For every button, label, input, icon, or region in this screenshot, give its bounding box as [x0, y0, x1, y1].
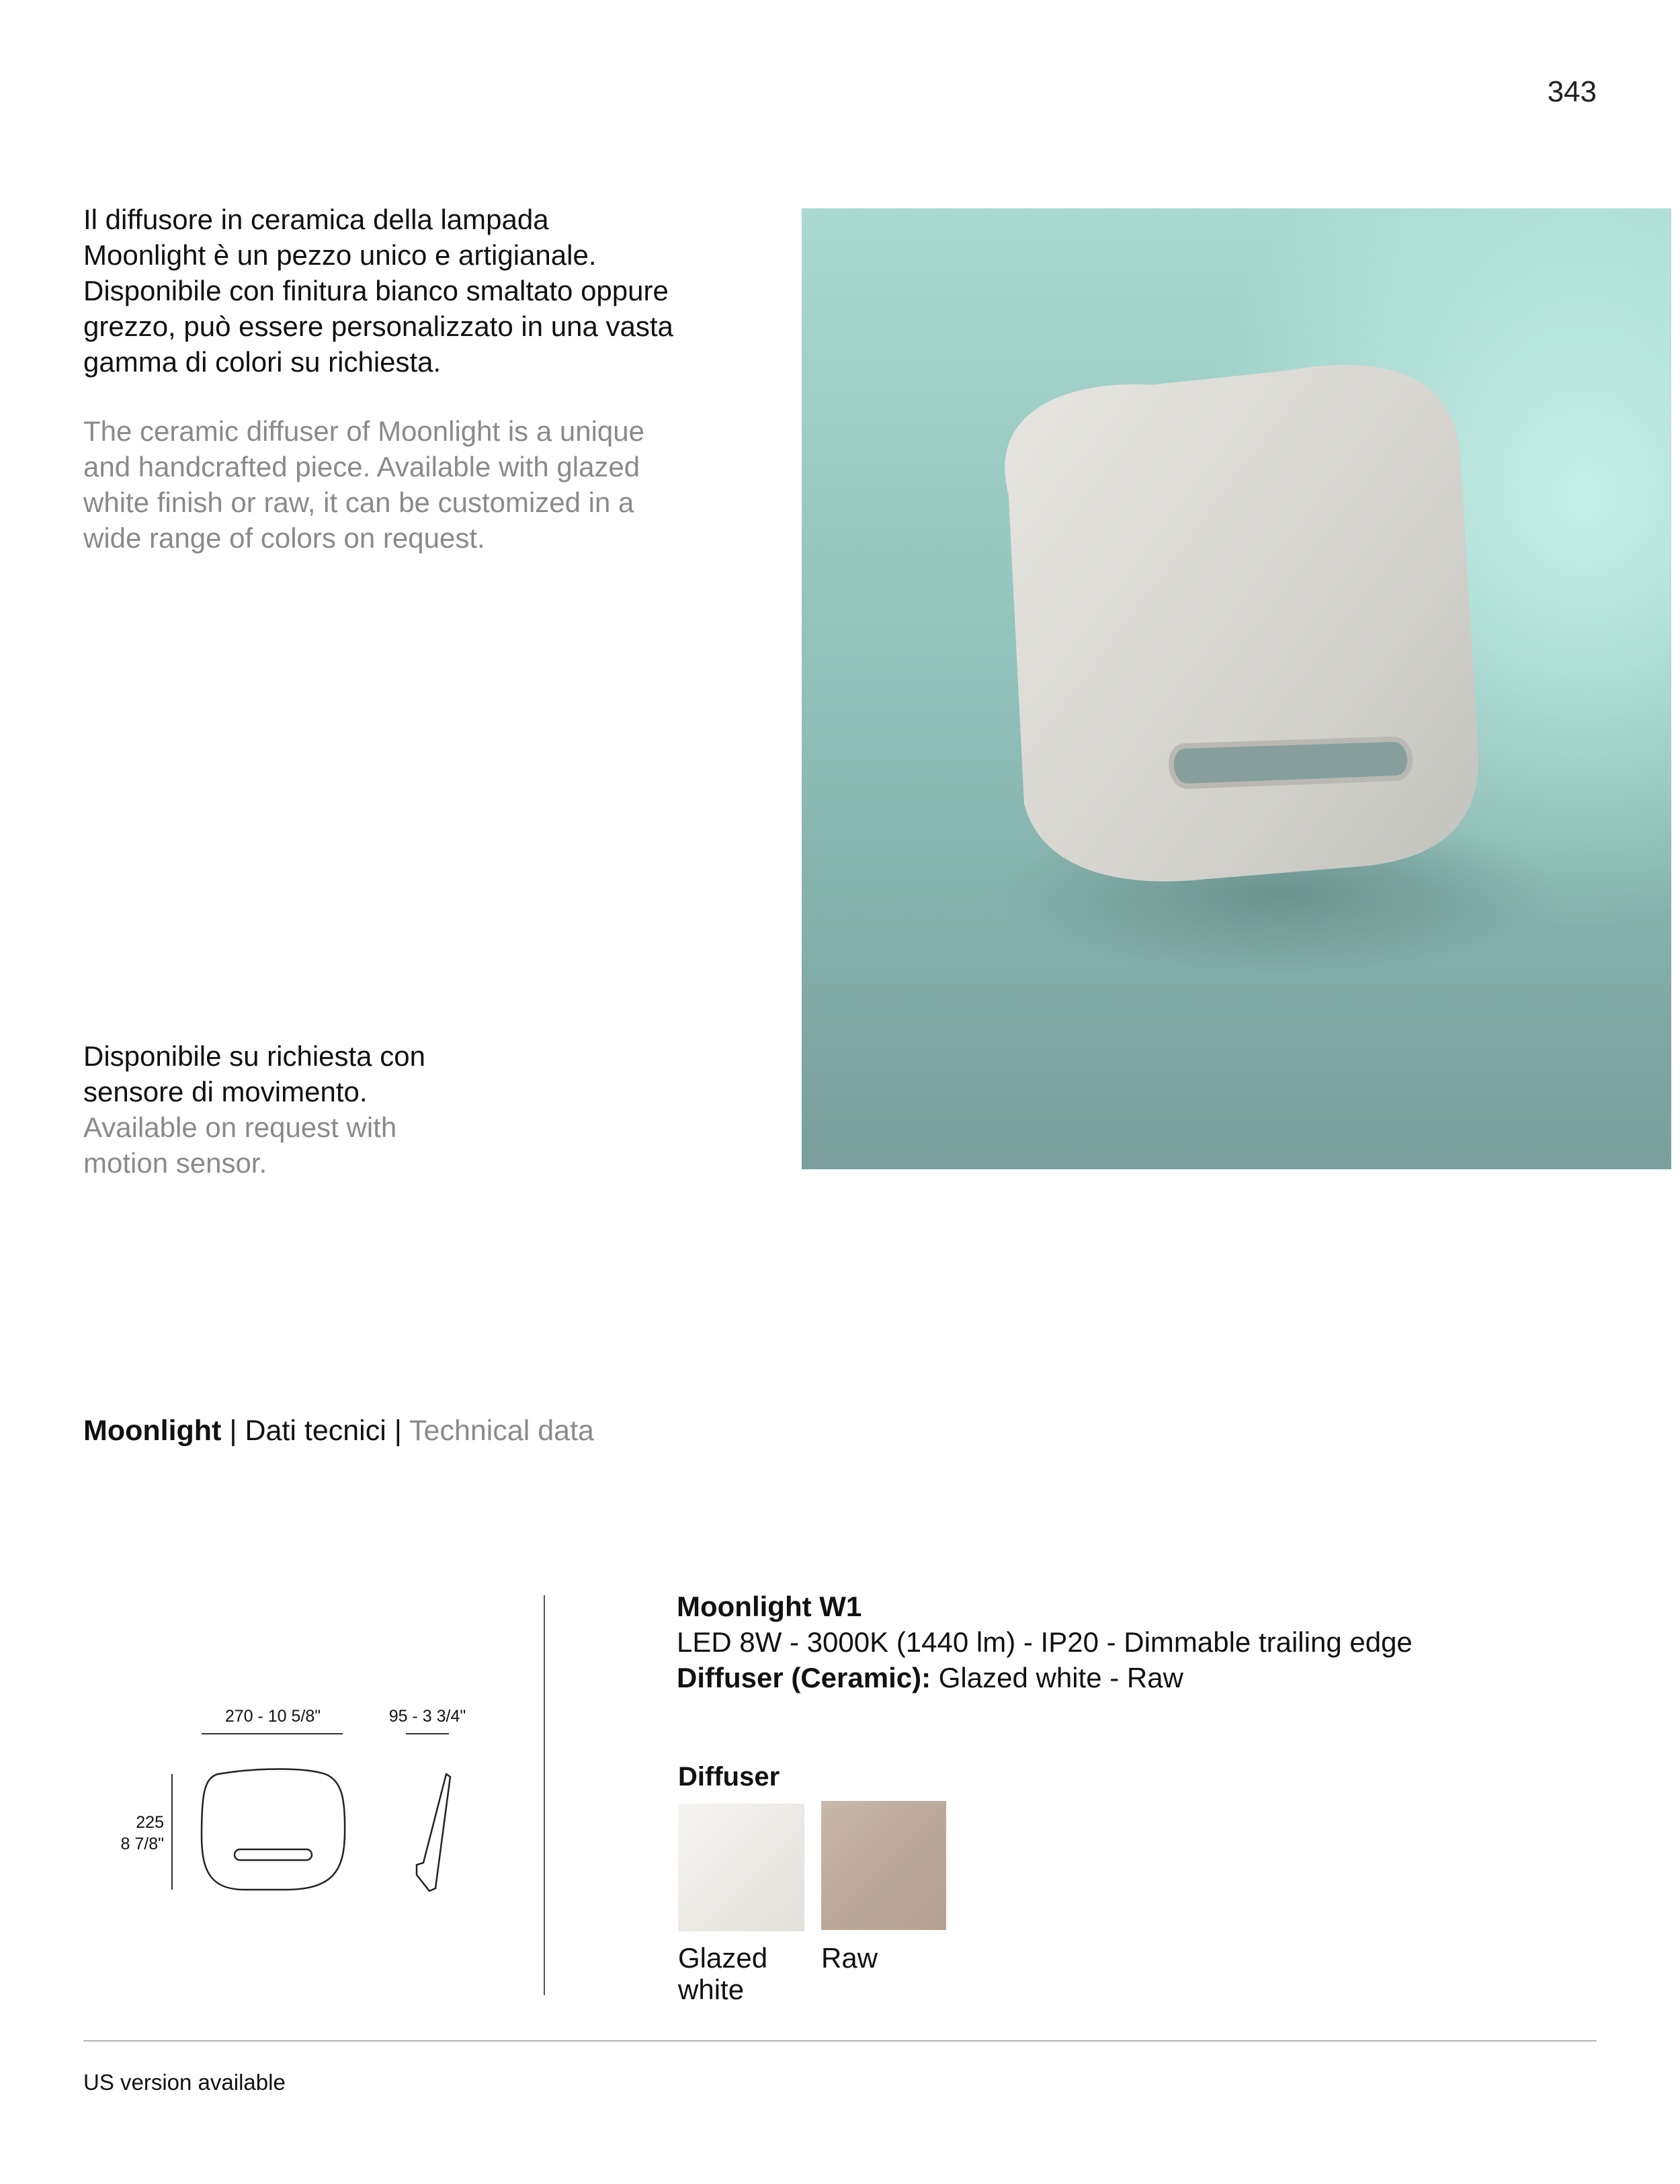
swatch-label-raw [821, 1942, 949, 1974]
front-view-slot [235, 1849, 312, 1860]
intro-it-line: Disponibile con finitura bianco smaltato oppure [83, 275, 669, 306]
diffuser-spec-value: Glazed white - Raw [931, 1662, 1183, 1693]
moonlight-lamp-image [802, 208, 1671, 1169]
swatch-label-line: Glazed [678, 1942, 768, 1974]
intro-it-line: grezzo, può essere personalizzato in una vasta [83, 310, 673, 342]
side-view-outline [417, 1774, 450, 1891]
sensor-it-line: Disponibile su richiesta con [83, 1040, 425, 1072]
swatch-label-line: Raw [821, 1942, 878, 1974]
intro-italian [83, 202, 755, 380]
intro-en-line: wide range of colors on request. [83, 522, 485, 554]
intro-it-line: Moonlight è un pezzo unico e artigianale. [83, 239, 597, 271]
swatch-raw [821, 1801, 946, 1930]
model-diffuser [677, 1660, 1183, 1695]
width-dimension-label: 270 - 10 5/8" [224, 1707, 321, 1726]
bottom-rule [83, 2040, 1597, 2042]
title-italian: Dati tecnici [245, 1415, 386, 1447]
product-photo [802, 208, 1671, 1169]
intro-en-line: white finish or raw, it can be customized in a [83, 487, 634, 518]
front-view-outline [202, 1769, 345, 1890]
intro-en-line: and handcrafted piece. Available with glazed [83, 451, 640, 482]
swatch-label-line: white [678, 1974, 745, 2005]
technical-data-title [83, 1413, 594, 1449]
page-number: 343 [1547, 75, 1597, 108]
column-divider [544, 1595, 545, 1995]
swatch-label-glazed-white [678, 1942, 806, 2005]
diffuser-spec-label: Diffuser (Ceramic): [677, 1662, 931, 1693]
product-name: Moonlight [83, 1415, 222, 1447]
intro-it-line: Il diffusore in ceramica della lampada [83, 204, 549, 235]
title-english: Technical data [409, 1415, 594, 1447]
title-separator: | [221, 1415, 245, 1447]
model-name: Moonlight W1 [677, 1591, 862, 1622]
height-dimension-label-mm: 225 [136, 1813, 164, 1832]
swatch-glazed-white [678, 1804, 804, 1931]
depth-dimension-label: 95 - 3 3/4" [388, 1707, 466, 1726]
intro-en-line: The ceramic diffuser of Moonlight is a unique [83, 415, 644, 447]
model-spec: LED 8W - 3000K (1440 lm) - IP20 - Dimmable trailing edge [677, 1626, 1413, 1658]
lamp-diffuser [982, 349, 1503, 900]
lamp-slot [1171, 739, 1410, 786]
intro-english [83, 413, 742, 556]
title-separator: | [386, 1415, 410, 1447]
intro-it-line: gamma di colori su richiesta. [83, 346, 442, 378]
sensor-note [83, 1038, 554, 1181]
dimension-drawings [83, 1700, 513, 1902]
sensor-it-line: sensore di movimento. [83, 1076, 368, 1107]
sensor-en-line: motion sensor. [83, 1147, 267, 1179]
diffuser-heading: Diffuser [678, 1762, 780, 1792]
footer-note: US version available [83, 2070, 286, 2095]
sensor-en-line: Available on request with [83, 1111, 397, 1143]
height-dimension-label-in: 8 7/8" [120, 1835, 164, 1853]
